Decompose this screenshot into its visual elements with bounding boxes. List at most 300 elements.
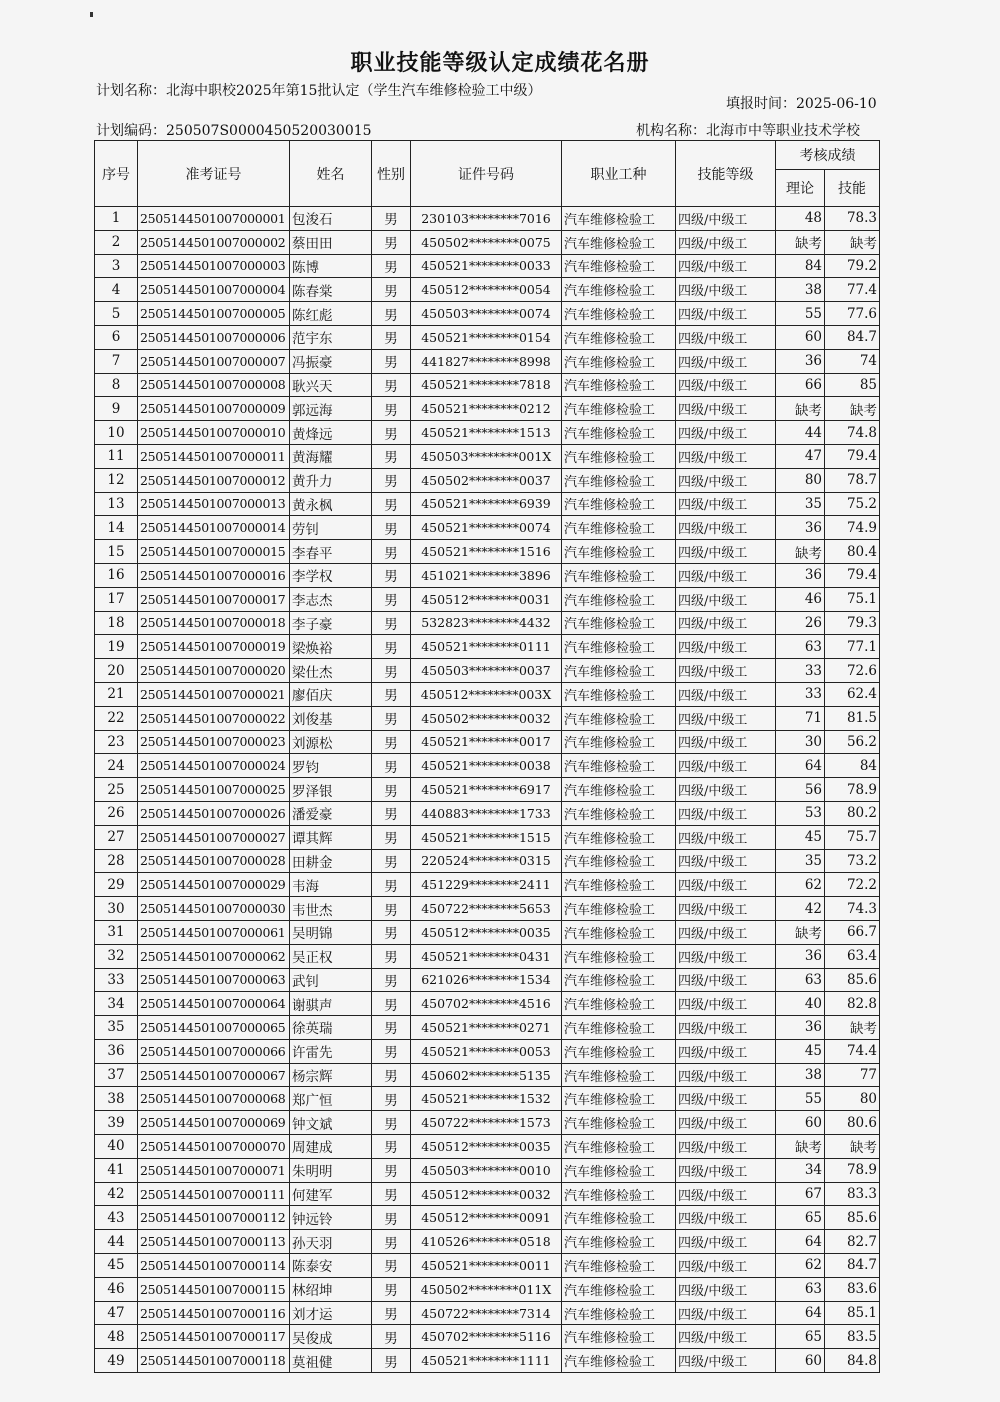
row-sex: 男 — [372, 492, 411, 516]
row-skill-score: 80.2 — [825, 801, 880, 825]
row-seq: 42 — [95, 1182, 138, 1206]
plan-code: 计划编码：250507S0000450520030015 — [96, 123, 372, 139]
table-row — [95, 468, 880, 492]
row-skill-score: 73.2 — [825, 849, 880, 873]
row-level: 四级/中级工 — [676, 1135, 776, 1159]
row-level: 四级/中级工 — [676, 563, 776, 587]
row-id-no: 450502********011X — [411, 1277, 562, 1301]
row-id-no: 450702********4516 — [411, 992, 562, 1016]
row-exam-no: 2505144501007000067 — [138, 1063, 290, 1087]
row-theory-score: 33 — [776, 659, 825, 683]
row-seq: 2 — [95, 230, 138, 254]
row-exam-no: 2505144501007000115 — [138, 1277, 290, 1301]
row-sex: 男 — [372, 801, 411, 825]
row-skill-score: 83.5 — [825, 1325, 880, 1349]
table-row — [95, 207, 880, 231]
row-occupation: 汽车维修检验工 — [562, 1135, 676, 1159]
row-exam-no: 2505144501007000018 — [138, 611, 290, 635]
row-exam-no: 2505144501007000020 — [138, 659, 290, 683]
row-exam-no: 2505144501007000117 — [138, 1325, 290, 1349]
row-skill-score: 84.8 — [825, 1349, 880, 1373]
row-id-no: 450722********5653 — [411, 897, 562, 921]
row-sex: 男 — [372, 1230, 411, 1254]
row-name: 韦世杰 — [290, 897, 372, 921]
row-level: 四级/中级工 — [676, 1277, 776, 1301]
row-skill-score: 75.7 — [825, 825, 880, 849]
row-occupation: 汽车维修检验工 — [562, 1039, 676, 1063]
row-sex: 男 — [372, 421, 411, 445]
table-row — [95, 968, 880, 992]
row-sex: 男 — [372, 778, 411, 802]
row-level: 四级/中级工 — [676, 1206, 776, 1230]
row-exam-no: 2505144501007000069 — [138, 1111, 290, 1135]
row-skill-score: 82.8 — [825, 992, 880, 1016]
row-theory-score: 30 — [776, 730, 825, 754]
row-occupation: 汽车维修检验工 — [562, 1158, 676, 1182]
row-sex: 男 — [372, 302, 411, 326]
row-sex: 男 — [372, 397, 411, 421]
row-seq: 38 — [95, 1087, 138, 1111]
row-theory-score: 65 — [776, 1325, 825, 1349]
row-sex: 男 — [372, 825, 411, 849]
row-name: 李志杰 — [290, 587, 372, 611]
row-sex: 男 — [372, 873, 411, 897]
row-skill-score: 66.7 — [825, 920, 880, 944]
row-name: 劳钊 — [290, 516, 372, 540]
row-level: 四级/中级工 — [676, 302, 776, 326]
row-skill-score: 72.6 — [825, 659, 880, 683]
row-seq: 6 — [95, 325, 138, 349]
table-row — [95, 1254, 880, 1278]
row-seq: 37 — [95, 1063, 138, 1087]
row-exam-no: 2505144501007000009 — [138, 397, 290, 421]
row-exam-no: 2505144501007000010 — [138, 421, 290, 445]
row-theory-score: 62 — [776, 873, 825, 897]
row-skill-score: 80.6 — [825, 1111, 880, 1135]
row-seq: 24 — [95, 754, 138, 778]
row-id-no: 450521********0111 — [411, 635, 562, 659]
row-name: 陈博 — [290, 254, 372, 278]
row-theory-score: 64 — [776, 754, 825, 778]
row-seq: 34 — [95, 992, 138, 1016]
row-seq: 11 — [95, 444, 138, 468]
row-sex: 男 — [372, 373, 411, 397]
row-id-no: 621026********1534 — [411, 968, 562, 992]
row-theory-score: 65 — [776, 1206, 825, 1230]
row-skill-score: 85.6 — [825, 968, 880, 992]
row-name: 杨宗辉 — [290, 1063, 372, 1087]
row-sex: 男 — [372, 1158, 411, 1182]
row-theory-score: 66 — [776, 373, 825, 397]
row-level: 四级/中级工 — [676, 349, 776, 373]
row-id-no: 450503********0037 — [411, 659, 562, 683]
table-row — [95, 230, 880, 254]
row-level: 四级/中级工 — [676, 397, 776, 421]
row-sex: 男 — [372, 1254, 411, 1278]
row-sex: 男 — [372, 1135, 411, 1159]
col-scores-header: 考核成绩 — [776, 141, 880, 170]
row-theory-score: 84 — [776, 254, 825, 278]
row-occupation: 汽车维修检验工 — [562, 492, 676, 516]
row-id-no: 410526********0518 — [411, 1230, 562, 1254]
row-theory-score: 33 — [776, 682, 825, 706]
row-id-no: 450521********7818 — [411, 373, 562, 397]
row-occupation: 汽车维修检验工 — [562, 540, 676, 564]
row-sex: 男 — [372, 920, 411, 944]
row-id-no: 450521********0011 — [411, 1254, 562, 1278]
row-skill-score: 72.2 — [825, 873, 880, 897]
row-skill-score: 56.2 — [825, 730, 880, 754]
row-theory-score: 36 — [776, 944, 825, 968]
row-name: 罗钧 — [290, 754, 372, 778]
row-id-no: 450521********0053 — [411, 1039, 562, 1063]
row-seq: 13 — [95, 492, 138, 516]
row-name: 徐英瑞 — [290, 1016, 372, 1040]
row-sex: 男 — [372, 706, 411, 730]
row-sex: 男 — [372, 754, 411, 778]
row-name: 许雷先 — [290, 1039, 372, 1063]
row-skill-score: 77.6 — [825, 302, 880, 326]
row-id-no: 450521********6917 — [411, 778, 562, 802]
row-exam-no: 2505144501007000071 — [138, 1158, 290, 1182]
row-id-no: 450521********1513 — [411, 421, 562, 445]
row-exam-no: 2505144501007000111 — [138, 1182, 290, 1206]
row-name: 罗泽银 — [290, 778, 372, 802]
row-id-no: 450512********0031 — [411, 587, 562, 611]
row-occupation: 汽车维修检验工 — [562, 468, 676, 492]
col-id-no-header: 证件号码 — [411, 141, 562, 207]
row-seq: 19 — [95, 635, 138, 659]
table-row — [95, 1349, 880, 1373]
col-exam-no-header: 准考证号 — [138, 141, 290, 207]
row-level: 四级/中级工 — [676, 1301, 776, 1325]
row-seq: 15 — [95, 540, 138, 564]
row-theory-score: 35 — [776, 492, 825, 516]
row-sex: 男 — [372, 1087, 411, 1111]
row-occupation: 汽车维修检验工 — [562, 516, 676, 540]
row-occupation: 汽车维修检验工 — [562, 1325, 676, 1349]
row-id-no: 450512********0035 — [411, 1135, 562, 1159]
row-id-no: 450722********1573 — [411, 1111, 562, 1135]
row-seq: 31 — [95, 920, 138, 944]
row-level: 四级/中级工 — [676, 1087, 776, 1111]
row-sex: 男 — [372, 207, 411, 231]
row-sex: 男 — [372, 897, 411, 921]
row-level: 四级/中级工 — [676, 920, 776, 944]
row-exam-no: 2505144501007000023 — [138, 730, 290, 754]
row-level: 四级/中级工 — [676, 278, 776, 302]
row-seq: 44 — [95, 1230, 138, 1254]
row-skill-score: 62.4 — [825, 682, 880, 706]
row-theory-score: 55 — [776, 1087, 825, 1111]
row-exam-no: 2505144501007000025 — [138, 778, 290, 802]
row-id-no: 450521********1111 — [411, 1349, 562, 1373]
row-level: 四级/中级工 — [676, 587, 776, 611]
table-row — [95, 444, 880, 468]
row-name: 范宇东 — [290, 325, 372, 349]
table-row — [95, 730, 880, 754]
row-seq: 33 — [95, 968, 138, 992]
row-sex: 男 — [372, 1182, 411, 1206]
row-id-no: 450503********001X — [411, 444, 562, 468]
row-level: 四级/中级工 — [676, 1158, 776, 1182]
row-level: 四级/中级工 — [676, 682, 776, 706]
row-level: 四级/中级工 — [676, 516, 776, 540]
row-seq: 36 — [95, 1039, 138, 1063]
table-row — [95, 920, 880, 944]
row-sex: 男 — [372, 992, 411, 1016]
col-theory-header: 理论 — [776, 170, 825, 207]
row-seq: 3 — [95, 254, 138, 278]
table-row — [95, 706, 880, 730]
row-theory-score: 38 — [776, 278, 825, 302]
table-row — [95, 1206, 880, 1230]
row-theory-score: 67 — [776, 1182, 825, 1206]
row-exam-no: 2505144501007000116 — [138, 1301, 290, 1325]
row-skill-score: 83.6 — [825, 1277, 880, 1301]
table-row — [95, 1277, 880, 1301]
row-seq: 29 — [95, 873, 138, 897]
row-occupation: 汽车维修检验工 — [562, 563, 676, 587]
row-seq: 22 — [95, 706, 138, 730]
row-id-no: 230103********7016 — [411, 207, 562, 231]
row-level: 四级/中级工 — [676, 873, 776, 897]
table-row — [95, 897, 880, 921]
table-row — [95, 1301, 880, 1325]
row-theory-score: 71 — [776, 706, 825, 730]
table-row — [95, 611, 880, 635]
row-occupation: 汽车维修检验工 — [562, 325, 676, 349]
row-level: 四级/中级工 — [676, 325, 776, 349]
row-name: 李春平 — [290, 540, 372, 564]
row-exam-no: 2505144501007000004 — [138, 278, 290, 302]
row-exam-no: 2505144501007000066 — [138, 1039, 290, 1063]
row-id-no: 450502********0037 — [411, 468, 562, 492]
row-name: 包浚石 — [290, 207, 372, 231]
row-id-no: 450502********0032 — [411, 706, 562, 730]
row-occupation: 汽车维修检验工 — [562, 897, 676, 921]
row-skill-score: 79.2 — [825, 254, 880, 278]
org-name: 机构名称：北海市中等职业技术学校 — [636, 123, 860, 139]
row-skill-score: 83.3 — [825, 1182, 880, 1206]
row-name: 谢骐声 — [290, 992, 372, 1016]
row-occupation: 汽车维修检验工 — [562, 682, 676, 706]
row-level: 四级/中级工 — [676, 992, 776, 1016]
row-id-no: 450512********0035 — [411, 920, 562, 944]
row-theory-score: 缺考 — [776, 540, 825, 564]
row-level: 四级/中级工 — [676, 706, 776, 730]
table-row — [95, 373, 880, 397]
row-id-no: 450512********0091 — [411, 1206, 562, 1230]
row-name: 李学权 — [290, 563, 372, 587]
row-theory-score: 80 — [776, 468, 825, 492]
table-row — [95, 349, 880, 373]
row-occupation: 汽车维修检验工 — [562, 230, 676, 254]
row-occupation: 汽车维修检验工 — [562, 254, 676, 278]
row-skill-score: 75.2 — [825, 492, 880, 516]
row-theory-score: 缺考 — [776, 230, 825, 254]
row-name: 廖佰庆 — [290, 682, 372, 706]
row-id-no: 451021********3896 — [411, 563, 562, 587]
row-id-no: 450521********0154 — [411, 325, 562, 349]
table-row — [95, 325, 880, 349]
row-level: 四级/中级工 — [676, 444, 776, 468]
row-sex: 男 — [372, 349, 411, 373]
row-occupation: 汽车维修检验工 — [562, 730, 676, 754]
row-theory-score: 44 — [776, 421, 825, 445]
row-sex: 男 — [372, 659, 411, 683]
row-level: 四级/中级工 — [676, 778, 776, 802]
row-theory-score: 60 — [776, 325, 825, 349]
row-name: 耿兴天 — [290, 373, 372, 397]
row-exam-no: 2505144501007000114 — [138, 1254, 290, 1278]
row-occupation: 汽车维修检验工 — [562, 587, 676, 611]
row-theory-score: 40 — [776, 992, 825, 1016]
table-row — [95, 278, 880, 302]
row-sex: 男 — [372, 682, 411, 706]
row-seq: 35 — [95, 1016, 138, 1040]
row-exam-no: 2505144501007000070 — [138, 1135, 290, 1159]
row-sex: 男 — [372, 1063, 411, 1087]
row-skill-score: 84.7 — [825, 325, 880, 349]
row-exam-no: 2505144501007000001 — [138, 207, 290, 231]
row-level: 四级/中级工 — [676, 849, 776, 873]
row-exam-no: 2505144501007000063 — [138, 968, 290, 992]
row-id-no: 450503********0010 — [411, 1158, 562, 1182]
row-seq: 14 — [95, 516, 138, 540]
row-sex: 男 — [372, 278, 411, 302]
row-sex: 男 — [372, 1039, 411, 1063]
row-exam-no: 2505144501007000065 — [138, 1016, 290, 1040]
row-name: 谭其辉 — [290, 825, 372, 849]
row-seq: 46 — [95, 1277, 138, 1301]
row-level: 四级/中级工 — [676, 468, 776, 492]
row-sex: 男 — [372, 444, 411, 468]
row-skill-score: 63.4 — [825, 944, 880, 968]
row-name: 陈春棠 — [290, 278, 372, 302]
row-theory-score: 缺考 — [776, 920, 825, 944]
row-sex: 男 — [372, 944, 411, 968]
row-level: 四级/中级工 — [676, 1325, 776, 1349]
row-id-no: 450521********0074 — [411, 516, 562, 540]
row-name: 田耕金 — [290, 849, 372, 873]
row-level: 四级/中级工 — [676, 1230, 776, 1254]
row-name: 武钊 — [290, 968, 372, 992]
row-sex: 男 — [372, 1206, 411, 1230]
col-occupation-header: 职业工种 — [562, 141, 676, 207]
row-name: 钟文斌 — [290, 1111, 372, 1135]
row-skill-score: 79.4 — [825, 444, 880, 468]
row-occupation: 汽车维修检验工 — [562, 1301, 676, 1325]
row-level: 四级/中级工 — [676, 373, 776, 397]
row-theory-score: 46 — [776, 587, 825, 611]
table-row — [95, 1182, 880, 1206]
row-theory-score: 36 — [776, 516, 825, 540]
row-theory-score: 26 — [776, 611, 825, 635]
row-sex: 男 — [372, 1349, 411, 1373]
row-exam-no: 2505144501007000017 — [138, 587, 290, 611]
row-skill-score: 缺考 — [825, 1135, 880, 1159]
row-exam-no: 2505144501007000003 — [138, 254, 290, 278]
table-row — [95, 1230, 880, 1254]
row-level: 四级/中级工 — [676, 801, 776, 825]
row-skill-score: 79.4 — [825, 563, 880, 587]
row-sex: 男 — [372, 635, 411, 659]
row-name: 刘源松 — [290, 730, 372, 754]
row-id-no: 440883********1733 — [411, 801, 562, 825]
row-name: 黄永枫 — [290, 492, 372, 516]
row-skill-score: 82.7 — [825, 1230, 880, 1254]
table-row — [95, 801, 880, 825]
row-level: 四级/中级工 — [676, 1016, 776, 1040]
row-skill-score: 78.7 — [825, 468, 880, 492]
row-sex: 男 — [372, 563, 411, 587]
row-skill-score: 79.3 — [825, 611, 880, 635]
table-row — [95, 254, 880, 278]
row-level: 四级/中级工 — [676, 659, 776, 683]
table-row — [95, 754, 880, 778]
table-body — [95, 207, 880, 1373]
row-skill-score: 74 — [825, 349, 880, 373]
row-occupation: 汽车维修检验工 — [562, 1230, 676, 1254]
row-skill-score: 80.4 — [825, 540, 880, 564]
row-level: 四级/中级工 — [676, 492, 776, 516]
row-occupation: 汽车维修检验工 — [562, 1349, 676, 1373]
row-occupation: 汽车维修检验工 — [562, 873, 676, 897]
row-name: 吴正权 — [290, 944, 372, 968]
row-id-no: 450521********6939 — [411, 492, 562, 516]
row-theory-score: 64 — [776, 1230, 825, 1254]
row-id-no: 450521********0271 — [411, 1016, 562, 1040]
row-name: 黄烽远 — [290, 421, 372, 445]
row-seq: 40 — [95, 1135, 138, 1159]
row-skill-score: 81.5 — [825, 706, 880, 730]
table-row — [95, 397, 880, 421]
row-skill-score: 84 — [825, 754, 880, 778]
row-skill-score: 缺考 — [825, 230, 880, 254]
row-name: 黄升力 — [290, 468, 372, 492]
row-exam-no: 2505144501007000016 — [138, 563, 290, 587]
row-theory-score: 53 — [776, 801, 825, 825]
row-name: 韦海 — [290, 873, 372, 897]
row-id-no: 450512********0032 — [411, 1182, 562, 1206]
row-skill-score: 缺考 — [825, 1016, 880, 1040]
row-exam-no: 2505144501007000006 — [138, 325, 290, 349]
row-theory-score: 36 — [776, 1016, 825, 1040]
row-name: 刘才运 — [290, 1301, 372, 1325]
row-occupation: 汽车维修检验工 — [562, 754, 676, 778]
row-seq: 45 — [95, 1254, 138, 1278]
row-skill-score: 80 — [825, 1087, 880, 1111]
row-occupation: 汽车维修检验工 — [562, 444, 676, 468]
row-id-no: 450502********0075 — [411, 230, 562, 254]
row-exam-no: 2505144501007000068 — [138, 1087, 290, 1111]
row-sex: 男 — [372, 230, 411, 254]
row-id-no: 532823********4432 — [411, 611, 562, 635]
row-skill-score: 85 — [825, 373, 880, 397]
row-name: 陈泰安 — [290, 1254, 372, 1278]
row-sex: 男 — [372, 1301, 411, 1325]
row-seq: 8 — [95, 373, 138, 397]
row-seq: 27 — [95, 825, 138, 849]
row-exam-no: 2505144501007000021 — [138, 682, 290, 706]
row-occupation: 汽车维修检验工 — [562, 992, 676, 1016]
row-occupation: 汽车维修检验工 — [562, 920, 676, 944]
row-theory-score: 63 — [776, 1277, 825, 1301]
row-sex: 男 — [372, 1277, 411, 1301]
fill-time: 填报时间：2025-06-10 — [726, 96, 877, 112]
row-skill-score: 77.4 — [825, 278, 880, 302]
